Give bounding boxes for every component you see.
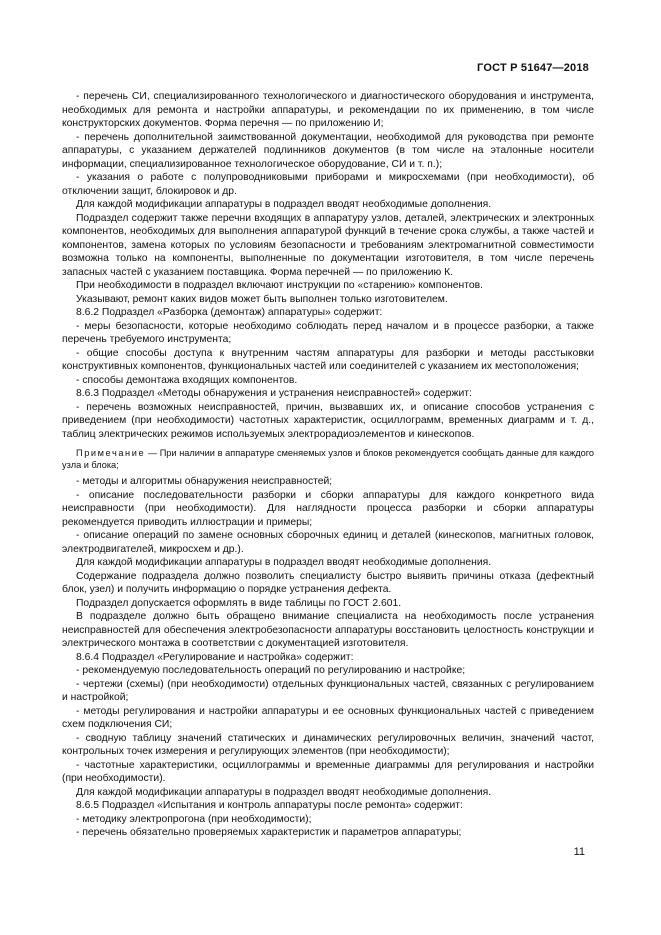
section-heading: 8.6.3 Подраздел «Методы обнаружения и устранения неисправностей» содержит: bbox=[76, 388, 472, 399]
paragraph: - описание последовательности разборки и сборки аппаратуры для каждого конкретного вида неисправности (при необходимости). Для наглядности процесса разборки и сборки аппаратуры рекомендуется приводить иллюстрации и примеры; bbox=[62, 489, 594, 528]
paragraph: - общие способы доступа к внутренним частям аппаратуры для разборки и методы расстыковки конструктивных компонентов, функциональных частей или соединителей с указанием их местоположения; bbox=[62, 347, 594, 372]
paragraph: - рекомендуемую последовательность операций по регулированию и настройке; bbox=[76, 665, 466, 677]
paragraph: - методику электропрогона (при необходимости); bbox=[76, 813, 312, 825]
paragraph: При необходимости в подраздел включают инструкции по «старению» компонентов. bbox=[76, 280, 484, 291]
paragraph: - частотные характеристики, осциллограммы и временные диаграммы для регулирования и настройки (при необходимости). bbox=[62, 759, 594, 785]
note-text: — При наличии в аппаратуре сменяемых узлов и блоков рекомендуется сообщать данные для каждого узла и блока; bbox=[62, 448, 594, 471]
paragraph: - описание операций по замене основных сборочных единиц и деталей (кинескопов, магнитных головок, электродвигателей, микросхем и др.). bbox=[62, 530, 594, 555]
paragraph: Подраздел допускается оформлять в виде таблицы по ГОСТ 2.601. bbox=[76, 597, 402, 609]
body-text bbox=[62, 90, 594, 840]
paragraph: Подраздел содержит также перечни входящих в аппаратуру узлов, деталей, электрических и электронных компонентов, необходимых для выполнения аппаратурой функций в течение срока службы, а также частей и компонентов, замена которых по условиям безопасности и требованиям электромагнитной совместимости возможна только на компоненты, выполненные по документации изготовителя, в том числе перечень запасных частей с указанием поставщика. Форма перечней — по приложению К. bbox=[62, 212, 594, 278]
paragraph: - перечень дополнительной заимствованной документации, необходимой для руководства при ремонте аппаратуры, с указанием держателей подлинников документов (в том числе на эталонные носители информации, специализированное технологическое оборудование, СИ и т. п.); bbox=[62, 131, 594, 170]
section-heading: 8.6.4 Подраздел «Регулирование и настройка» содержит: bbox=[76, 651, 354, 663]
paragraph: Содержание подраздела должно позволить специалисту быстро выявить причины отказа (дефектный блок, узел) и получить информацию о порядке устранения дефекта. bbox=[62, 570, 594, 596]
paragraph: - способы демонтажа входящих компонентов. bbox=[76, 374, 298, 386]
document-id: ГОСТ Р 51647—2018 bbox=[477, 62, 589, 74]
section-heading: 8.6.5 Подраздел «Испытания и контроль аппаратуры после ремонта» содержит: bbox=[76, 800, 463, 812]
paragraph: - чертежи (схемы) (при необходимости) отдельных функциональных частей, связанных с регулированием и настройкой; bbox=[62, 678, 594, 704]
paragraph: Для каждой модификации аппаратуры в подраздел вводят необходимые дополнения. bbox=[76, 199, 492, 210]
note-label: Примечание bbox=[76, 448, 146, 458]
paragraph: - сводную таблицу значений статических и динамических регулировочных величин, значений частот, контрольных точек измерения и регулирующих элементов (при необходимости); bbox=[62, 732, 594, 758]
paragraph: - перечень СИ, специализированного технологического и диагностического оборудования и инструмента, необходимых для ремонта и настройки аппаратуры, и рекомендации по их применению, в том числе конструкторских документов. Форма перечня — по приложению И; bbox=[62, 91, 594, 129]
paragraph: Для каждой модификации аппаратуры в подраздел вводят необходимые дополнения. bbox=[76, 786, 492, 798]
paragraph: - методы и алгоритмы обнаружения неисправностей; bbox=[76, 476, 333, 488]
paragraph: - методы регулирования и настройки аппаратуры и ее основных функциональных частей с приведением схем подключения СИ; bbox=[62, 705, 594, 731]
paragraph: - меры безопасности, которые необходимо соблюдать перед началом и в процессе разборки, а также перечень требуемого инструмента; bbox=[62, 320, 594, 345]
page-number: 11 bbox=[573, 846, 585, 858]
note bbox=[62, 447, 594, 471]
paragraph: - перечень возможных неисправностей, причин, вызвавших их, и описание способов устранения с приведением (при необходимости) частотных характеристик, осциллограмм, временных диаграмм и т. д., таблиц электрических режимов используемых электрорадиоэлементов и кинескопов. bbox=[62, 401, 594, 440]
paragraph: - перечень обязательно проверяемых характеристик и параметров аппаратуры; bbox=[76, 827, 462, 839]
paragraph: - указания о работе с полупроводниковыми приборами и микросхемами (при необходимости), об отключении защит, блокировок и др. bbox=[62, 172, 594, 197]
paragraph: Для каждой модификации аппаратуры в подраздел вводят необходимые дополнения. bbox=[76, 557, 492, 569]
paragraph: В подразделе должно быть обращено внимание специалиста на необходимость после устранения неисправностей для обеспечения электробезопасности аппаратуры восстановить целостность конструкции и электрического монтажа в соответствии с документацией изготовителя. bbox=[62, 611, 594, 650]
section-heading: 8.6.2 Подраздел «Разборка (демонтаж) аппаратуры» содержит: bbox=[76, 307, 383, 318]
paragraph: Указывают, ремонт каких видов может быть выполнен только изготовителем. bbox=[76, 293, 448, 305]
